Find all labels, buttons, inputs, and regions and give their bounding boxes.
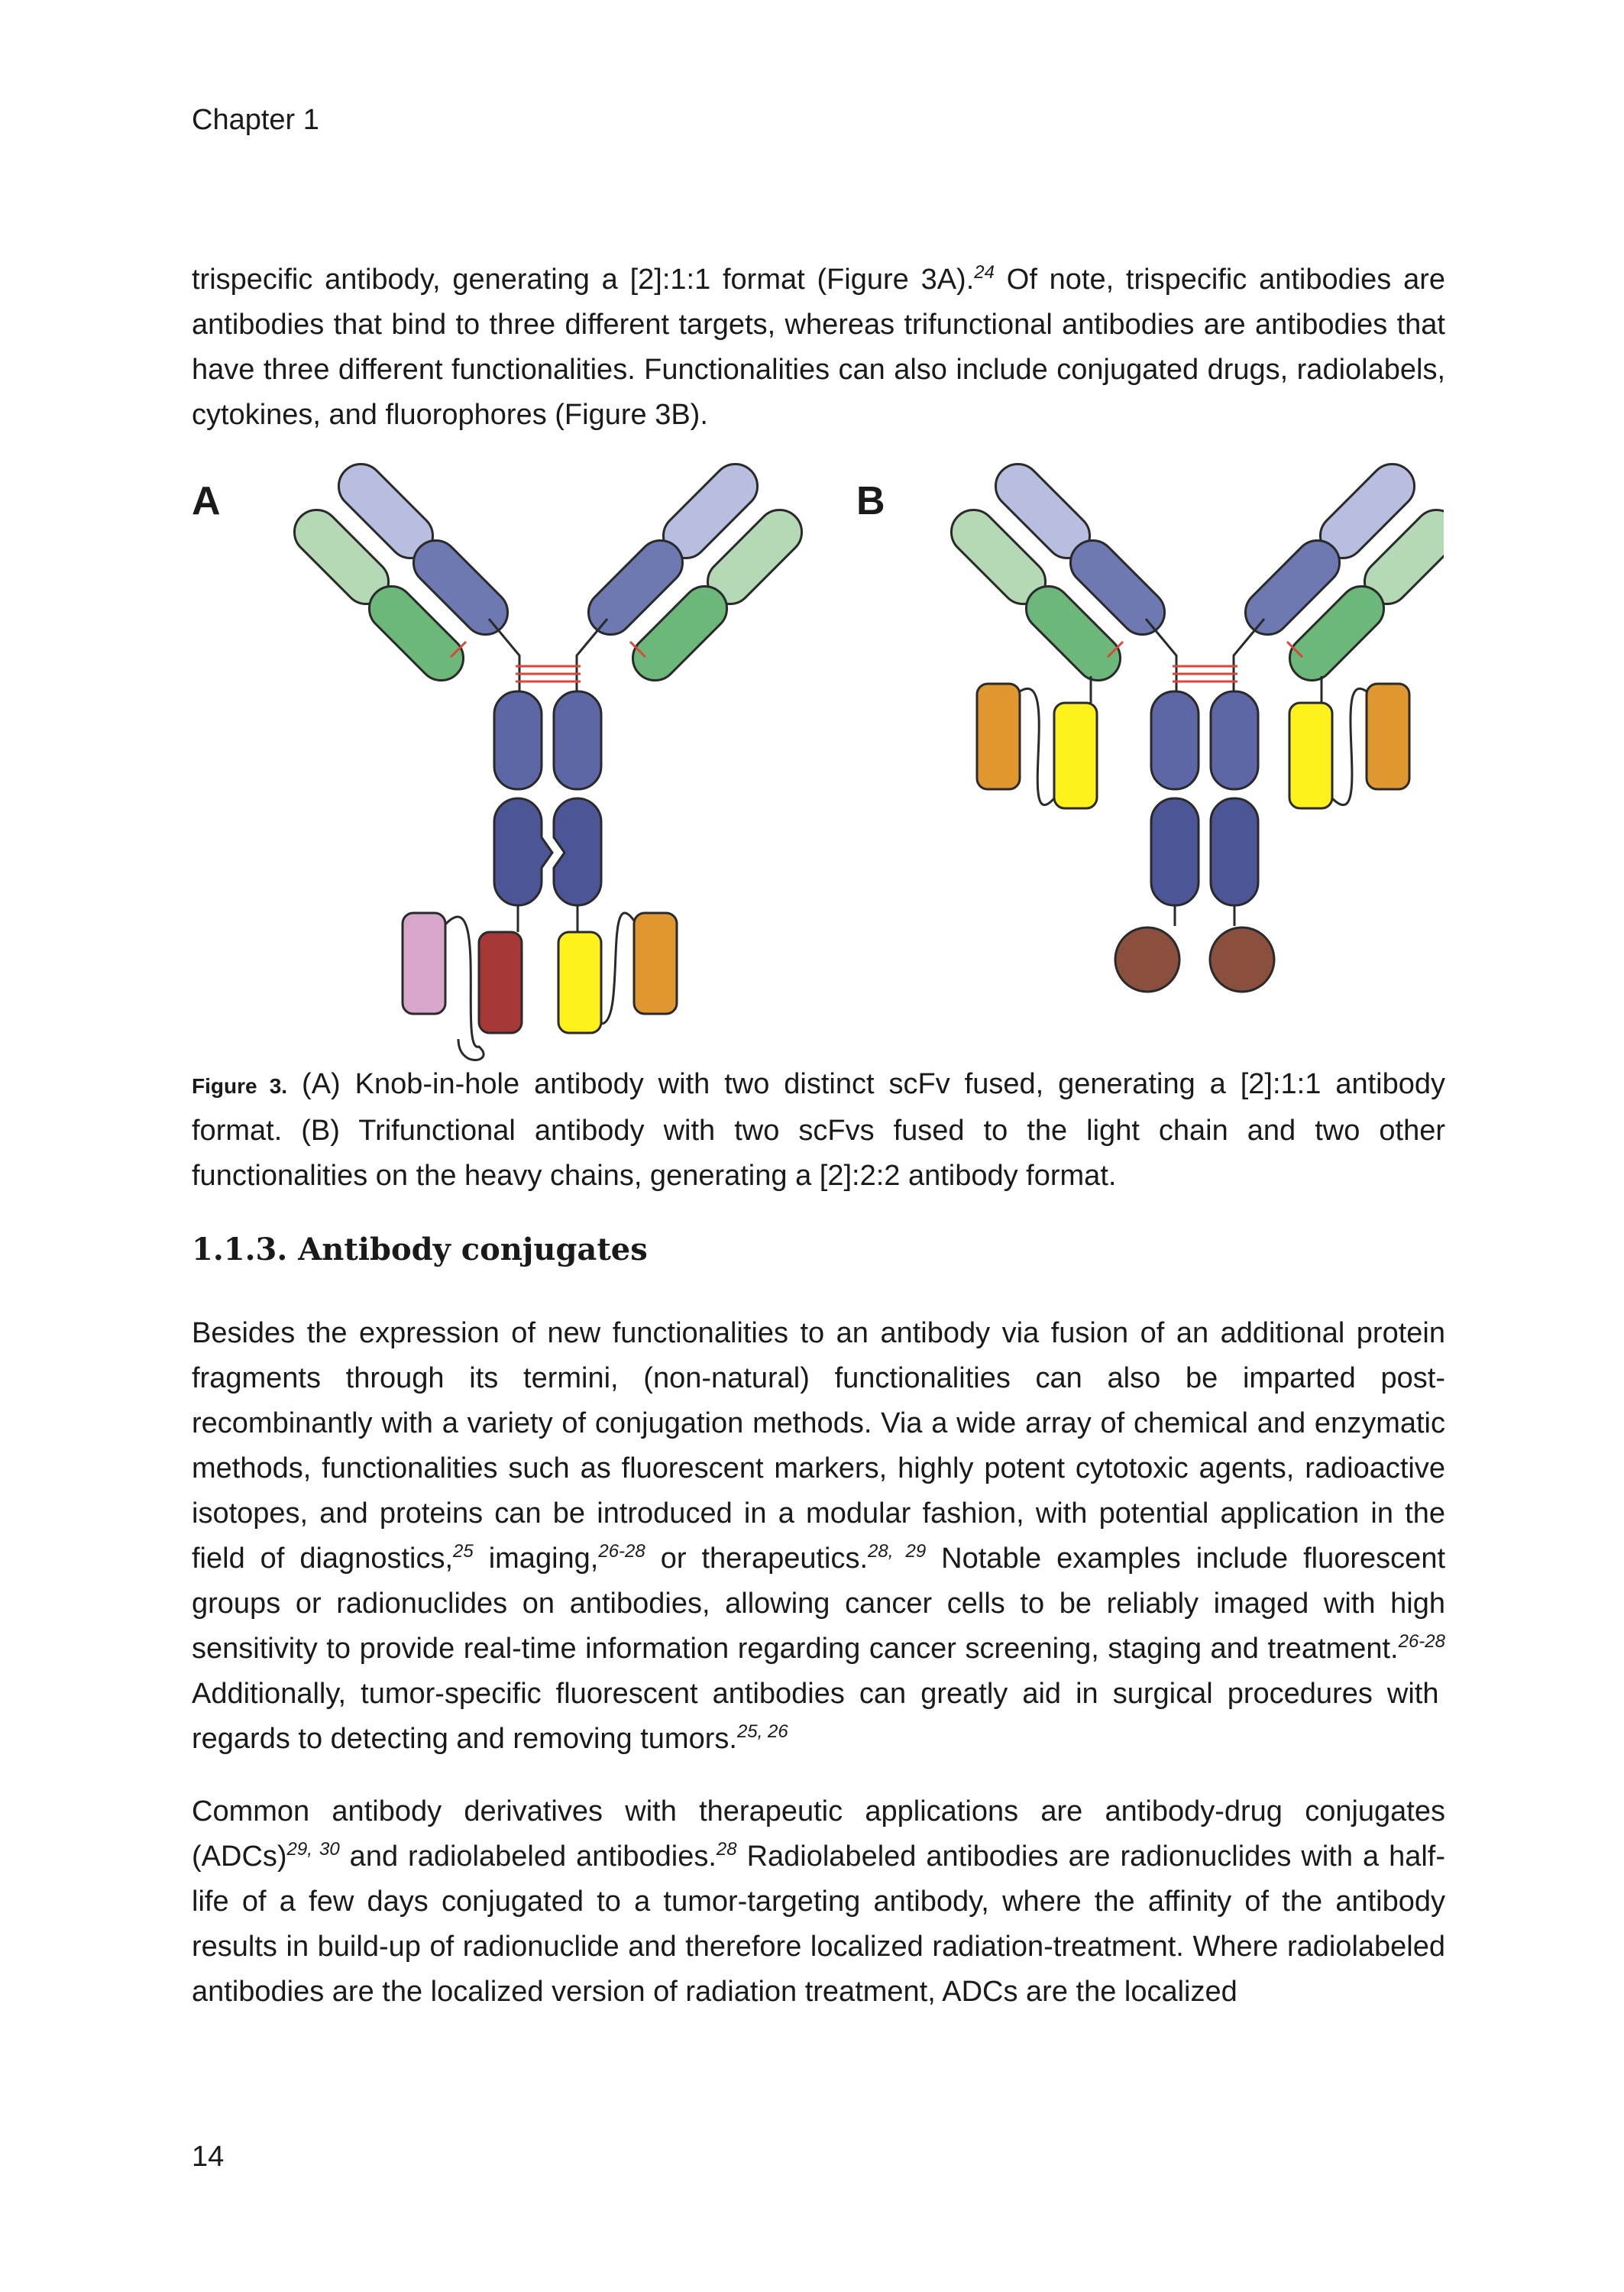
ch2-domain (554, 691, 601, 789)
scfv-domain-yellow (1054, 703, 1097, 808)
ch2-domain (1151, 691, 1199, 789)
scfv-domain-orange (1367, 684, 1409, 789)
scfv-linker (1020, 688, 1054, 804)
scfv-domain-yellow (1289, 703, 1332, 808)
figure-3-diagram (252, 458, 1444, 1062)
scfv-linker (1332, 688, 1367, 804)
linker (1175, 905, 1234, 926)
panel-a-antibody (285, 458, 810, 1060)
panel-a-label: A (192, 479, 221, 523)
scfv-domain-orange (634, 913, 677, 1014)
running-header: Chapter 1 (192, 104, 319, 136)
ch2-domain (494, 691, 542, 789)
ch3-domain (1211, 798, 1258, 905)
ch2-domain (1211, 691, 1258, 789)
ch3-hole-domain (554, 798, 601, 905)
figure-caption: Figure 3. (A) Knob-in-hole antibody with two distinct scFv fused, generating a [2]:1:1 antibody format. (B) Trifunctional antibody with two scFvs fused to the light chain and two other functionalities on the heavy chains, generating a [2]:2:2 antibody format. (192, 1068, 1445, 1192)
payload-left (1115, 927, 1179, 992)
derivatives-paragraph: Common antibody derivatives with therapeutic applications are antibody-drug conjugates (ADCs)$^{29, 30}$ and radiolabeled antibodies.$^{28}$ Radiolabeled antibodies are radionuclides with a half-life of a few days conjugated to a tumor-targeting antibody, where the affinity of the antibody results in build-up of radionuclide and therefore localized radiation-treatment. Where radiolabeled antibodies are the localized version of radiation treatment, ADCs are the localized (192, 1795, 1445, 2008)
ch3-domain (1151, 798, 1199, 905)
scfv-domain-yellow (558, 932, 601, 1033)
scfv-linker (601, 913, 634, 1024)
left-fab-arm (285, 458, 516, 690)
linker (1091, 676, 1322, 703)
intro-paragraph: trispecific antibody, generating a [2]:1:1 format (Figure 3A).$^{24}$ Of note, trispecific antibodies are antibodies that bind to three different targets, whereas trifunctional antibodies are antibodies that have three different functionalities. Functionalities can also include conjugated drugs, radiolabels, cytokines, and fluorophores (Figure 3B). (192, 262, 1446, 431)
payload-right (1210, 927, 1274, 992)
ch3-knob-domain (494, 798, 552, 905)
section-heading: 1.1.3. Antibody conjugates (192, 1232, 648, 1267)
conjugates-paragraph: Besides the expression of new functionalities to an antibody via fusion of an additional protein fragments through its termini, (non-natural) functionalities can also be imparted post-recombinantly with a variety of conjugation methods. Via a wide array of chemical and enzymatic methods, functionalities such as fluorescent markers, highly potent cytotoxic agents, radioactive isotopes, and proteins can be introduced in a modular fashion, with potential application in the field of diagnostics,$^{25}$ imaging,$^{26-28}$ or therapeutics.$^{28, 29}$ Notable examples include fluorescent groups or radionuclides on antibodies, allowing cancer cells to be reliably imaged with high sensitivity to provide real-time information regarding cancer screening, staging and treatment.$^{26-28}$ Additionally, tumor-specific fluorescent antibodies can greatly aid in surgical procedures with regards to detecting and removing tumors.$^{25, 26}$ (192, 1317, 1446, 1755)
left-fab-arm (942, 458, 1173, 690)
panel-b-antibody (942, 458, 1444, 992)
right-fab-arm (1236, 458, 1444, 690)
scfv-domain-red (479, 932, 522, 1033)
citation: 24 (974, 262, 995, 283)
page-number: 14 (192, 2141, 225, 2173)
scfv-domain-pink (403, 913, 445, 1014)
scfv-domain-orange (977, 684, 1020, 789)
panel-b-label: B (856, 479, 885, 523)
linker (518, 905, 577, 932)
right-fab-arm (579, 458, 810, 690)
